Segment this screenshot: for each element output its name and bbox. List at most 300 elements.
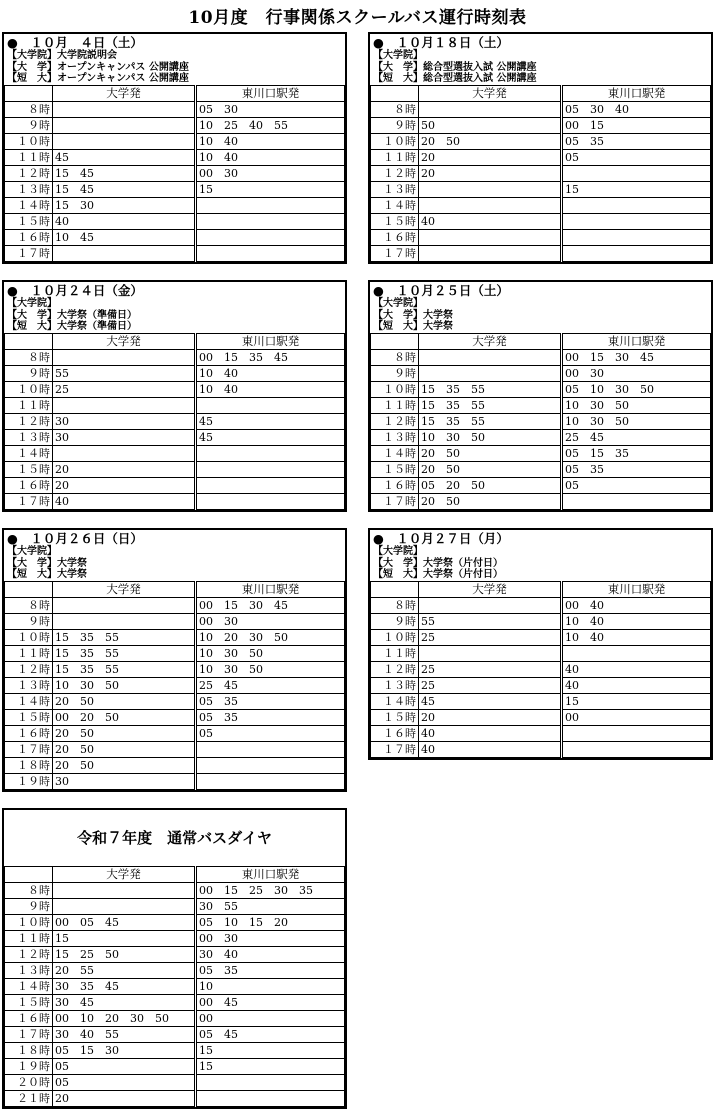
table-row <box>5 229 345 245</box>
eki-departure-cell: 10 20 30 50 <box>196 629 345 645</box>
daigaku-departure-cell: 20 50 <box>419 461 562 477</box>
table-row <box>5 693 345 709</box>
hour-cell: ９時 <box>5 365 53 381</box>
eki-column-header: 東川口駅発 <box>196 333 345 349</box>
table-row <box>5 1011 345 1027</box>
event-line: 【大学院】 <box>7 546 57 557</box>
eki-departure-cell <box>562 645 711 661</box>
event-date: ● １０月２４日（金） <box>7 283 143 298</box>
event-line: 【大 学】オープンキャンパス 公開講座 <box>7 61 189 73</box>
daigaku-departure-cell: 05 <box>53 1075 196 1091</box>
daigaku-departure-cell: 15 35 55 <box>53 661 196 677</box>
daigaku-departure-cell: 00 10 20 30 50 <box>53 1011 196 1027</box>
daigaku-departure-cell <box>53 613 196 629</box>
daigaku-departure-cell: 05 20 50 <box>419 477 562 493</box>
table-row <box>371 661 711 677</box>
hour-column-header <box>371 85 419 101</box>
event-line: 【大 学】大学祭 <box>7 557 87 569</box>
daigaku-column-header: 大学発 <box>419 85 562 101</box>
hour-cell: １３時 <box>5 963 53 979</box>
hour-column-header <box>371 581 419 597</box>
hour-cell: １０時 <box>371 133 419 149</box>
column-header-row <box>371 85 711 101</box>
daigaku-column-header: 大学発 <box>419 581 562 597</box>
table-row <box>5 133 345 149</box>
table-row <box>371 133 711 149</box>
table-row <box>5 757 345 773</box>
table-row <box>5 947 345 963</box>
hour-cell: １４時 <box>5 445 53 461</box>
daigaku-column-header: 大学発 <box>53 581 196 597</box>
eki-departure-cell: 00 15 <box>562 117 711 133</box>
daigaku-departure-cell <box>419 197 562 213</box>
eki-departure-cell <box>562 197 711 213</box>
event-line: 【大学院】 <box>373 298 423 309</box>
eki-departure-cell: 00 30 <box>562 365 711 381</box>
hour-cell: １６時 <box>371 725 419 741</box>
hour-cell: １８時 <box>5 1043 53 1059</box>
daigaku-departure-cell: 40 <box>419 741 562 757</box>
eki-departure-cell <box>196 757 345 773</box>
eki-departure-cell: 00 <box>562 709 711 725</box>
column-header-row <box>371 581 711 597</box>
event-date: ● １０月２５日（土） <box>373 283 509 298</box>
table-row <box>5 397 345 413</box>
timetable <box>370 85 711 262</box>
daigaku-departure-cell: 20 50 <box>53 725 196 741</box>
table-row <box>5 645 345 661</box>
table-row <box>5 381 345 397</box>
hour-cell: １１時 <box>371 645 419 661</box>
hour-cell: ２０時 <box>5 1075 53 1091</box>
daigaku-departure-cell: 20 <box>419 149 562 165</box>
hour-cell: １２時 <box>371 661 419 677</box>
eki-departure-cell: 10 40 <box>196 365 345 381</box>
table-row <box>5 725 345 741</box>
daigaku-departure-cell: 20 <box>53 461 196 477</box>
event-line: 【短 大】大学祭（準備日） <box>7 321 137 332</box>
eki-departure-cell: 10 25 40 55 <box>196 117 345 133</box>
daigaku-departure-cell: 20 50 <box>53 741 196 757</box>
eki-departure-cell: 05 10 30 50 <box>562 381 711 397</box>
eki-departure-cell: 10 30 50 <box>562 397 711 413</box>
daigaku-departure-cell: 25 <box>419 661 562 677</box>
table-row <box>371 349 711 365</box>
event-line: 【大学院】 <box>373 50 423 61</box>
eki-departure-cell: 40 <box>562 661 711 677</box>
daigaku-departure-cell: 20 50 <box>419 445 562 461</box>
hour-cell: １５時 <box>371 461 419 477</box>
hour-cell: １３時 <box>371 677 419 693</box>
eki-departure-cell: 15 <box>196 1059 345 1075</box>
daigaku-column-header: 大学発 <box>419 333 562 349</box>
hour-cell: １７時 <box>5 741 53 757</box>
table-row <box>5 995 345 1011</box>
daigaku-departure-cell: 45 <box>53 149 196 165</box>
table-row <box>5 117 345 133</box>
event-line: 【大 学】総合型選抜入試 公開講座 <box>373 61 537 73</box>
hour-cell: １０時 <box>5 381 53 397</box>
eki-column-header: 東川口駅発 <box>562 333 711 349</box>
event-line: 【大学院】大学院説明会 <box>7 50 117 61</box>
daigaku-departure-cell <box>53 597 196 613</box>
eki-departure-cell: 10 40 <box>196 149 345 165</box>
hour-cell: １２時 <box>5 661 53 677</box>
table-row <box>371 229 711 245</box>
event-line: 【短 大】オープンキャンパス 公開講座 <box>7 73 189 84</box>
column-header-row <box>371 333 711 349</box>
hour-cell: １７時 <box>5 493 53 509</box>
daigaku-departure-cell: 20 <box>53 1091 196 1107</box>
hour-cell: １１時 <box>5 149 53 165</box>
timetable <box>370 581 711 758</box>
hour-cell: １６時 <box>371 477 419 493</box>
eki-departure-cell: 40 <box>562 677 711 693</box>
hour-cell: １７時 <box>371 245 419 261</box>
daigaku-departure-cell: 30 <box>53 429 196 445</box>
hour-cell: １０時 <box>371 381 419 397</box>
eki-departure-cell <box>562 229 711 245</box>
eki-departure-cell: 00 <box>196 1011 345 1027</box>
eki-departure-cell: 00 15 30 45 <box>562 349 711 365</box>
event-date: ● １０月２６日（日） <box>7 531 143 546</box>
hour-cell: １７時 <box>371 493 419 509</box>
table-row <box>371 741 711 757</box>
table-row <box>5 477 345 493</box>
hour-cell: ８時 <box>371 349 419 365</box>
table-row <box>5 883 345 899</box>
table-row <box>371 493 711 509</box>
daigaku-departure-cell <box>419 597 562 613</box>
event-line: 【大 学】大学祭（準備日） <box>7 309 137 321</box>
hour-cell: １３時 <box>5 181 53 197</box>
daigaku-departure-cell: 10 30 50 <box>53 677 196 693</box>
eki-departure-cell: 00 30 <box>196 931 345 947</box>
table-row <box>371 245 711 261</box>
eki-departure-cell: 45 <box>196 429 345 445</box>
hour-cell: １７時 <box>5 1027 53 1043</box>
event-date: ● １０月１８日（土） <box>373 35 509 50</box>
table-row <box>371 629 711 645</box>
hour-cell: １９時 <box>5 1059 53 1075</box>
event-line: 【大 学】大学祭 <box>373 309 453 321</box>
event-date: ● １０月２７日（月） <box>373 531 509 546</box>
hour-cell: １３時 <box>5 677 53 693</box>
hour-cell: １２時 <box>5 165 53 181</box>
daigaku-departure-cell: 20 50 <box>53 693 196 709</box>
table-row <box>371 613 711 629</box>
hour-cell: １０時 <box>371 629 419 645</box>
block-header <box>4 282 345 333</box>
event-line: 【短 大】総合型選抜入試 公開講座 <box>373 73 537 84</box>
hour-cell: １３時 <box>5 429 53 445</box>
event-line: 【大 学】大学祭（片付日） <box>373 557 503 569</box>
daigaku-departure-cell <box>53 899 196 915</box>
eki-departure-cell: 45 <box>196 413 345 429</box>
table-row <box>5 963 345 979</box>
daigaku-departure-cell: 20 <box>53 477 196 493</box>
table-row <box>371 397 711 413</box>
event-timetable-block <box>2 280 347 512</box>
block-header <box>370 282 711 333</box>
page-title: 10月度 行事関係スクールバス運行時刻表 <box>188 8 527 28</box>
eki-departure-cell: 10 40 <box>562 613 711 629</box>
eki-departure-cell: 05 35 <box>196 709 345 725</box>
table-row <box>5 661 345 677</box>
hour-cell: １６時 <box>5 725 53 741</box>
eki-column-header: 東川口駅発 <box>196 581 345 597</box>
daigaku-departure-cell: 25 <box>419 677 562 693</box>
event-timetable-block <box>368 528 713 760</box>
daigaku-departure-cell: 10 45 <box>53 229 196 245</box>
daigaku-departure-cell: 15 35 55 <box>419 397 562 413</box>
daigaku-departure-cell: 15 35 55 <box>419 381 562 397</box>
table-row <box>371 445 711 461</box>
daigaku-departure-cell: 15 45 <box>53 165 196 181</box>
eki-departure-cell <box>196 213 345 229</box>
eki-departure-cell <box>562 213 711 229</box>
table-row <box>5 493 345 509</box>
table-row <box>371 645 711 661</box>
daigaku-departure-cell: 20 <box>419 165 562 181</box>
eki-departure-cell <box>196 245 345 261</box>
eki-departure-cell: 10 30 50 <box>196 645 345 661</box>
eki-departure-cell: 25 45 <box>196 677 345 693</box>
daigaku-departure-cell: 30 <box>53 773 196 789</box>
daigaku-departure-cell: 15 35 55 <box>53 629 196 645</box>
table-row <box>5 445 345 461</box>
eki-departure-cell: 15 <box>196 181 345 197</box>
eki-departure-cell: 00 15 25 30 35 <box>196 883 345 899</box>
daigaku-departure-cell: 20 <box>419 709 562 725</box>
block-header <box>370 34 711 85</box>
event-line: 【大学院】 <box>373 546 423 557</box>
table-row <box>371 149 711 165</box>
table-row <box>5 461 345 477</box>
table-row <box>5 413 345 429</box>
hour-cell: １１時 <box>5 397 53 413</box>
timetable <box>4 866 345 1107</box>
hour-cell: １１時 <box>5 645 53 661</box>
table-row <box>5 1075 345 1091</box>
eki-departure-cell: 10 30 50 <box>562 413 711 429</box>
table-row <box>5 741 345 757</box>
table-row <box>371 693 711 709</box>
eki-departure-cell: 30 40 <box>196 947 345 963</box>
daigaku-departure-cell: 05 15 30 <box>53 1043 196 1059</box>
daigaku-departure-cell: 00 20 50 <box>53 709 196 725</box>
eki-column-header: 東川口駅発 <box>562 581 711 597</box>
timetable <box>4 581 345 790</box>
daigaku-departure-cell <box>53 349 196 365</box>
table-row <box>5 197 345 213</box>
daigaku-departure-cell: 30 40 55 <box>53 1027 196 1043</box>
daigaku-departure-cell: 15 25 50 <box>53 947 196 963</box>
eki-departure-cell: 05 <box>562 149 711 165</box>
daigaku-departure-cell <box>419 645 562 661</box>
eki-departure-cell: 05 45 <box>196 1027 345 1043</box>
daigaku-column-header: 大学発 <box>53 867 196 883</box>
daigaku-departure-cell <box>419 181 562 197</box>
hour-cell: １９時 <box>5 773 53 789</box>
daigaku-departure-cell: 40 <box>53 493 196 509</box>
eki-departure-cell <box>196 493 345 509</box>
event-line: 【短 大】大学祭 <box>7 569 87 580</box>
table-row <box>5 899 345 915</box>
eki-departure-cell: 05 35 <box>562 133 711 149</box>
table-row <box>5 181 345 197</box>
hour-cell: １４時 <box>5 197 53 213</box>
table-row <box>5 629 345 645</box>
eki-departure-cell <box>196 397 345 413</box>
eki-departure-cell: 00 45 <box>196 995 345 1011</box>
eki-departure-cell: 15 <box>196 1043 345 1059</box>
hour-cell: １７時 <box>5 245 53 261</box>
table-row <box>5 1027 345 1043</box>
daigaku-departure-cell <box>419 229 562 245</box>
eki-departure-cell <box>562 493 711 509</box>
event-date: ● １０月 ４日（土） <box>7 35 143 50</box>
hour-column-header <box>5 867 53 883</box>
hour-column-header <box>5 581 53 597</box>
daigaku-departure-cell <box>53 445 196 461</box>
daigaku-departure-cell: 20 55 <box>53 963 196 979</box>
daigaku-column-header: 大学発 <box>53 85 196 101</box>
daigaku-departure-cell: 10 30 50 <box>419 429 562 445</box>
hour-cell: １０時 <box>5 629 53 645</box>
daigaku-departure-cell <box>53 245 196 261</box>
eki-departure-cell <box>196 477 345 493</box>
eki-departure-cell <box>196 1075 345 1091</box>
daigaku-departure-cell: 15 <box>53 931 196 947</box>
eki-departure-cell: 05 30 <box>196 101 345 117</box>
eki-departure-cell: 05 <box>196 725 345 741</box>
hour-cell: ８時 <box>5 101 53 117</box>
table-row <box>371 461 711 477</box>
daigaku-departure-cell <box>419 349 562 365</box>
daigaku-departure-cell <box>419 365 562 381</box>
timetable <box>4 333 345 510</box>
eki-departure-cell <box>196 461 345 477</box>
table-row <box>5 429 345 445</box>
table-row <box>371 213 711 229</box>
eki-departure-cell <box>196 197 345 213</box>
eki-departure-cell: 00 15 35 45 <box>196 349 345 365</box>
table-row <box>5 709 345 725</box>
event-timetable-block <box>368 32 713 264</box>
table-row <box>5 677 345 693</box>
block-header <box>4 530 345 581</box>
hour-cell: １５時 <box>5 461 53 477</box>
eki-departure-cell <box>562 165 711 181</box>
hour-cell: １２時 <box>5 947 53 963</box>
table-row <box>5 979 345 995</box>
table-row <box>5 1059 345 1075</box>
table-row <box>371 413 711 429</box>
daigaku-departure-cell: 15 45 <box>53 181 196 197</box>
table-row <box>5 365 345 381</box>
hour-cell: １４時 <box>371 693 419 709</box>
hour-cell: １１時 <box>371 149 419 165</box>
event-timetable-block <box>2 528 347 792</box>
eki-departure-cell <box>196 229 345 245</box>
table-row <box>371 429 711 445</box>
table-row <box>5 1043 345 1059</box>
eki-departure-cell: 05 <box>562 477 711 493</box>
eki-departure-cell: 15 <box>562 693 711 709</box>
timetable <box>370 333 711 510</box>
hour-cell: ８時 <box>5 349 53 365</box>
daigaku-departure-cell <box>53 397 196 413</box>
table-row <box>371 677 711 693</box>
hour-cell: ９時 <box>371 117 419 133</box>
hour-cell: １６時 <box>5 477 53 493</box>
column-header-row <box>5 333 345 349</box>
eki-departure-cell: 05 30 40 <box>562 101 711 117</box>
column-header-row <box>5 581 345 597</box>
table-row <box>5 149 345 165</box>
table-row <box>5 213 345 229</box>
daigaku-departure-cell: 55 <box>419 613 562 629</box>
daigaku-departure-cell: 15 30 <box>53 197 196 213</box>
hour-cell: １４時 <box>5 979 53 995</box>
table-row <box>5 1091 345 1107</box>
hour-cell: １８時 <box>5 757 53 773</box>
daigaku-departure-cell: 50 <box>419 117 562 133</box>
table-row <box>371 477 711 493</box>
hour-cell: １４時 <box>371 197 419 213</box>
table-row <box>371 165 711 181</box>
daigaku-departure-cell: 20 50 <box>53 757 196 773</box>
daigaku-departure-cell: 40 <box>53 213 196 229</box>
hour-cell: １５時 <box>5 995 53 1011</box>
hour-cell: １５時 <box>5 213 53 229</box>
daigaku-departure-cell: 00 05 45 <box>53 915 196 931</box>
eki-departure-cell: 00 30 <box>196 165 345 181</box>
hour-cell: １０時 <box>5 133 53 149</box>
daigaku-departure-cell <box>53 133 196 149</box>
eki-departure-cell: 15 <box>562 181 711 197</box>
daigaku-departure-cell: 55 <box>53 365 196 381</box>
eki-departure-cell: 05 35 <box>196 693 345 709</box>
eki-departure-cell <box>196 741 345 757</box>
eki-departure-cell: 10 <box>196 979 345 995</box>
regular-timetable-title: 令和７年度 通常バスダイヤ <box>77 829 272 847</box>
eki-departure-cell <box>196 1091 345 1107</box>
daigaku-departure-cell: 30 <box>53 413 196 429</box>
daigaku-departure-cell <box>53 117 196 133</box>
daigaku-column-header: 大学発 <box>53 333 196 349</box>
table-row <box>5 165 345 181</box>
daigaku-departure-cell: 20 50 <box>419 493 562 509</box>
daigaku-departure-cell: 45 <box>419 693 562 709</box>
table-row <box>5 613 345 629</box>
hour-cell: ９時 <box>371 613 419 629</box>
block-header <box>4 34 345 85</box>
daigaku-departure-cell: 20 50 <box>419 133 562 149</box>
hour-cell: １２時 <box>5 413 53 429</box>
hour-cell: ８時 <box>371 597 419 613</box>
hour-cell: ８時 <box>371 101 419 117</box>
hour-cell: １３時 <box>371 429 419 445</box>
hour-cell: １１時 <box>371 397 419 413</box>
daigaku-departure-cell: 05 <box>53 1059 196 1075</box>
table-row <box>5 245 345 261</box>
hour-cell: １６時 <box>5 1011 53 1027</box>
table-row <box>371 181 711 197</box>
table-row <box>5 931 345 947</box>
table-row <box>371 365 711 381</box>
